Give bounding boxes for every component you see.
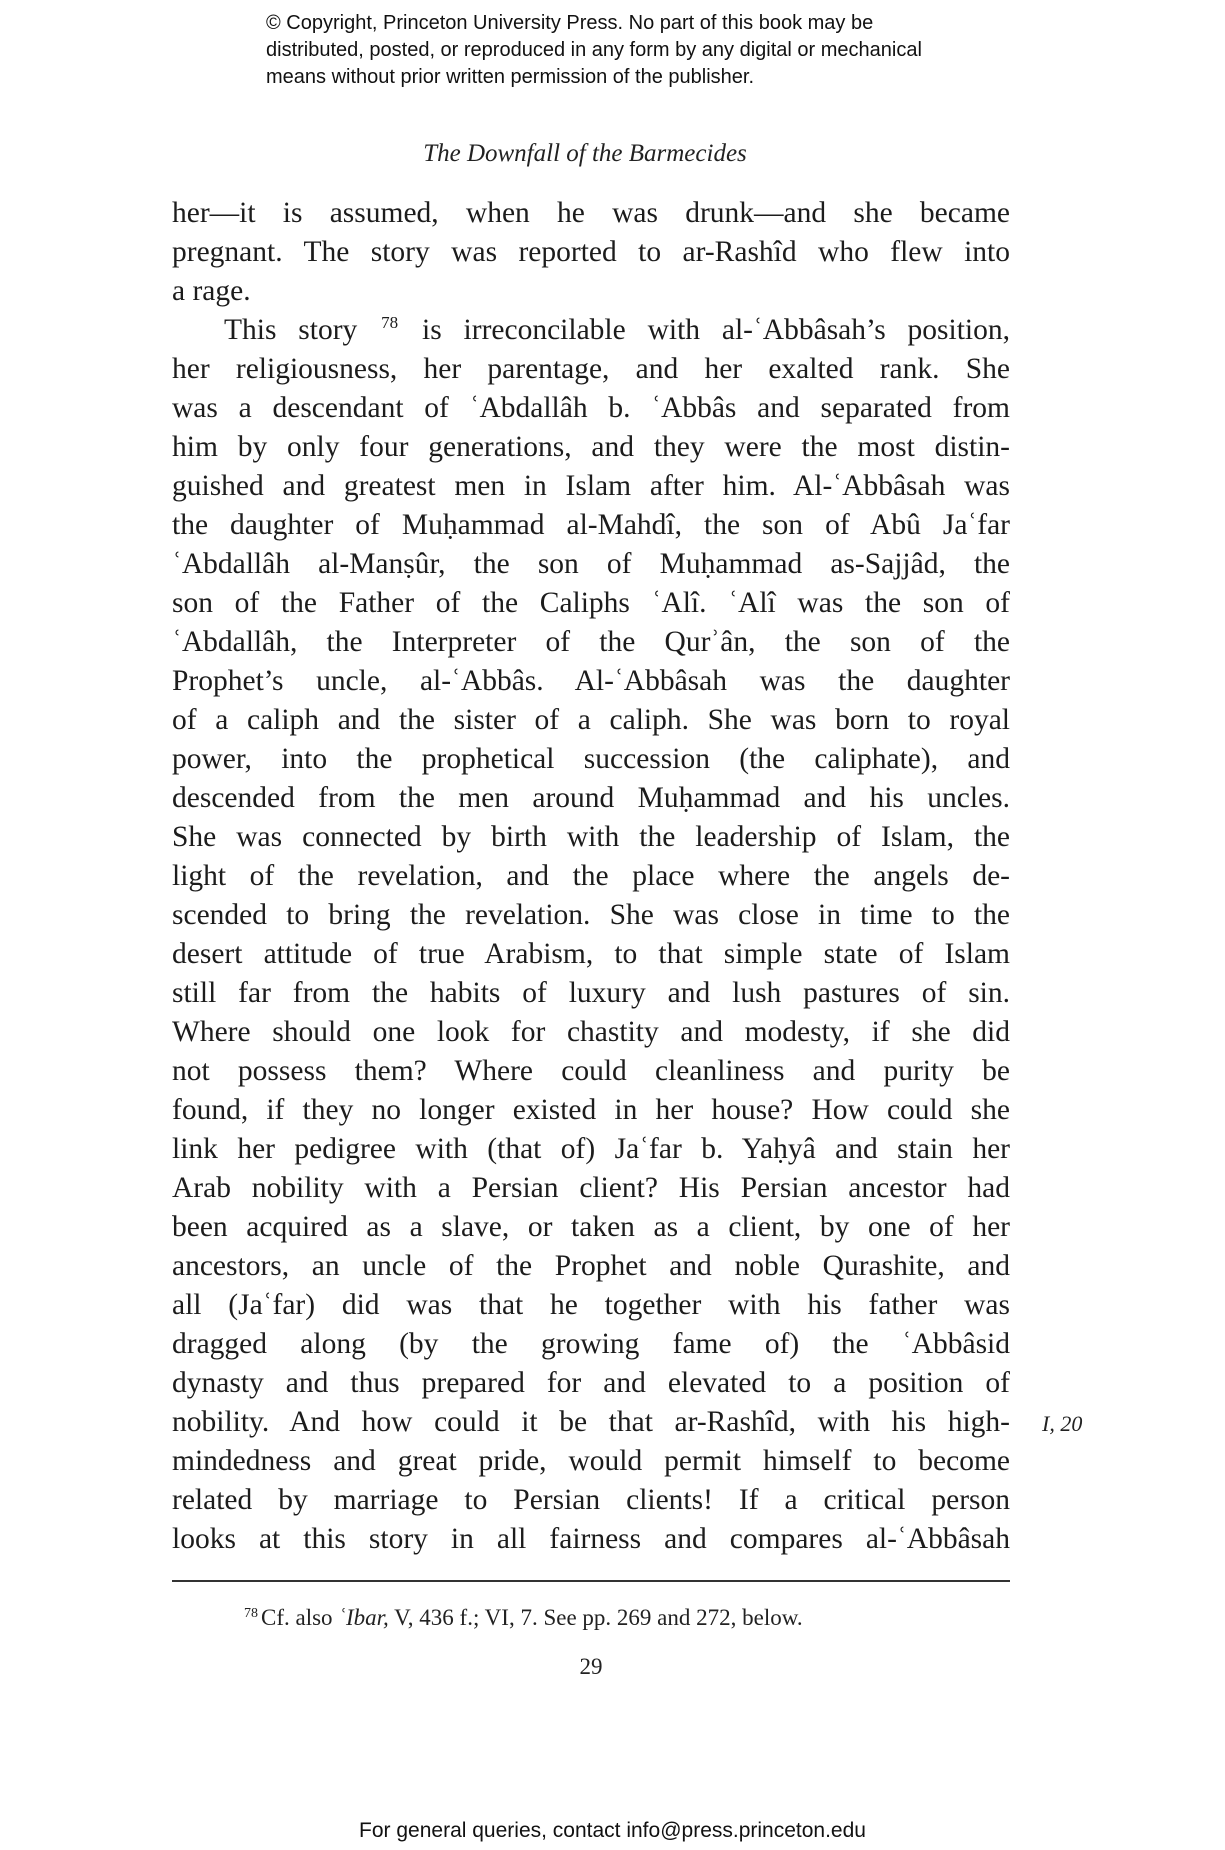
- copyright-line: © Copyright, Princeton University Press. No part of this book may be: [266, 12, 874, 34]
- text-line: been acquired as a slave, or taken as a client, by one of her: [172, 1211, 1010, 1243]
- text-line: looks at this story in all fairness and compares al-ʿAbbâsah: [172, 1523, 1010, 1555]
- footnote-divider: [172, 1580, 1010, 1582]
- text-fragment: This story: [224, 314, 358, 346]
- text-line: was a descendant of ʿAbdallâh b. ʿAbbâs and separated from: [172, 392, 1010, 424]
- text-line: Arab nobility with a Persian client? His Persian ancestor had: [172, 1172, 1010, 1204]
- text-line: power, into the prophetical succession (the caliphate), and: [172, 743, 1010, 775]
- text-line: ʿAbdallâh al-Manṣûr, the son of Muḥammad as-Sajjâd, the: [172, 548, 1010, 580]
- text-line: nobility. And how could it be that ar-Rashîd, with his high-: [172, 1406, 1010, 1438]
- footnote-reference: 78: [381, 313, 399, 332]
- text-line: Prophet’s uncle, al-ʿAbbâs. Al-ʿAbbâsah was the daughter: [172, 665, 1010, 697]
- copyright-notice: [266, 10, 1026, 91]
- text-line: him by only four generations, and they were the most distin-: [172, 431, 1010, 463]
- text-line-with-footnote: [172, 311, 1010, 350]
- text-line: son of the Father of the Caliphs ʿAlî. ʿAlî was the son of: [172, 587, 1010, 619]
- text-line: related by marriage to Persian clients! If a critical person: [172, 1484, 1010, 1516]
- text-line: ʿAbdallâh, the Interpreter of the Qurʾân, the son of the: [172, 626, 1010, 658]
- text-line: dragged along (by the growing fame of) the ʿAbbâsid: [172, 1328, 1010, 1360]
- text-line: ancestors, an uncle of the Prophet and noble Qurashite, and: [172, 1250, 1010, 1282]
- page-number: 29: [579, 1654, 603, 1679]
- text-line: of a caliph and the sister of a caliph. She was born to royal: [172, 704, 1010, 736]
- text-line: her religiousness, her parentage, and her exalted rank. She: [172, 353, 1010, 385]
- text-line: dynasty and thus prepared for and elevated to a position of: [172, 1367, 1010, 1399]
- text-line: pregnant. The story was reported to ar-Rashîd who flew into: [172, 236, 1010, 268]
- text-line: not possess them? Where could cleanliness and purity be: [172, 1055, 1010, 1087]
- footer-contact: For general queries, contact info@press.princeton.edu: [359, 1819, 866, 1842]
- text-line: the daughter of Muḥammad al-Mahdî, the son of Abû Jaʿfar: [172, 509, 1010, 541]
- text-line: desert attitude of true Arabism, to that simple state of Islam: [172, 938, 1010, 970]
- footnote-rest: V, 436 f.; VI, 7. See pp. 269 and 272, below.: [394, 1605, 803, 1630]
- margin-reference: I, 20: [1042, 1411, 1083, 1436]
- text-line: all (Jaʿfar) did was that he together with his father was: [172, 1289, 1010, 1321]
- text-line: mindedness and great pride, would permit himself to become: [172, 1445, 1010, 1477]
- copyright-line: distributed, posted, or reproduced in any form by any digital or mechanical: [266, 39, 922, 61]
- text-line: light of the revelation, and the place where the angels de-: [172, 860, 1010, 892]
- text-line: She was connected by birth with the leadership of Islam, the: [172, 821, 1010, 853]
- footnote-number: 78: [244, 1606, 258, 1621]
- text-line: link her pedigree with (that of) Jaʿfar b. Yaḥyâ and stain her: [172, 1133, 1010, 1165]
- text-line: found, if they no longer existed in her house? How could she: [172, 1094, 1010, 1126]
- copyright-line: means without prior written permission of the publisher.: [266, 66, 755, 88]
- text-line: Where should one look for chastity and modesty, if she did: [172, 1016, 1010, 1048]
- footnote-title: ʿIbar,: [338, 1605, 389, 1630]
- text-fragment: is irreconcilable with al-ʿAbbâsah’s position,: [422, 314, 1011, 346]
- footnote: [244, 1605, 803, 1631]
- text-line: guished and greatest men in Islam after him. Al-ʿAbbâsah was: [172, 470, 1010, 502]
- text-line: her—it is assumed, when he was drunk—and she became: [172, 197, 1010, 229]
- footnote-prefix: Cf. also: [261, 1605, 333, 1630]
- text-line: scended to bring the revelation. She was close in time to the: [172, 899, 1010, 931]
- running-head: The Downfall of the Barmecides: [423, 140, 747, 167]
- body-text: [172, 194, 1010, 1559]
- text-line: descended from the men around Muḥammad and his uncles.: [172, 782, 1010, 814]
- text-line: a rage.: [172, 275, 251, 307]
- text-line: still far from the habits of luxury and lush pastures of sin.: [172, 977, 1010, 1009]
